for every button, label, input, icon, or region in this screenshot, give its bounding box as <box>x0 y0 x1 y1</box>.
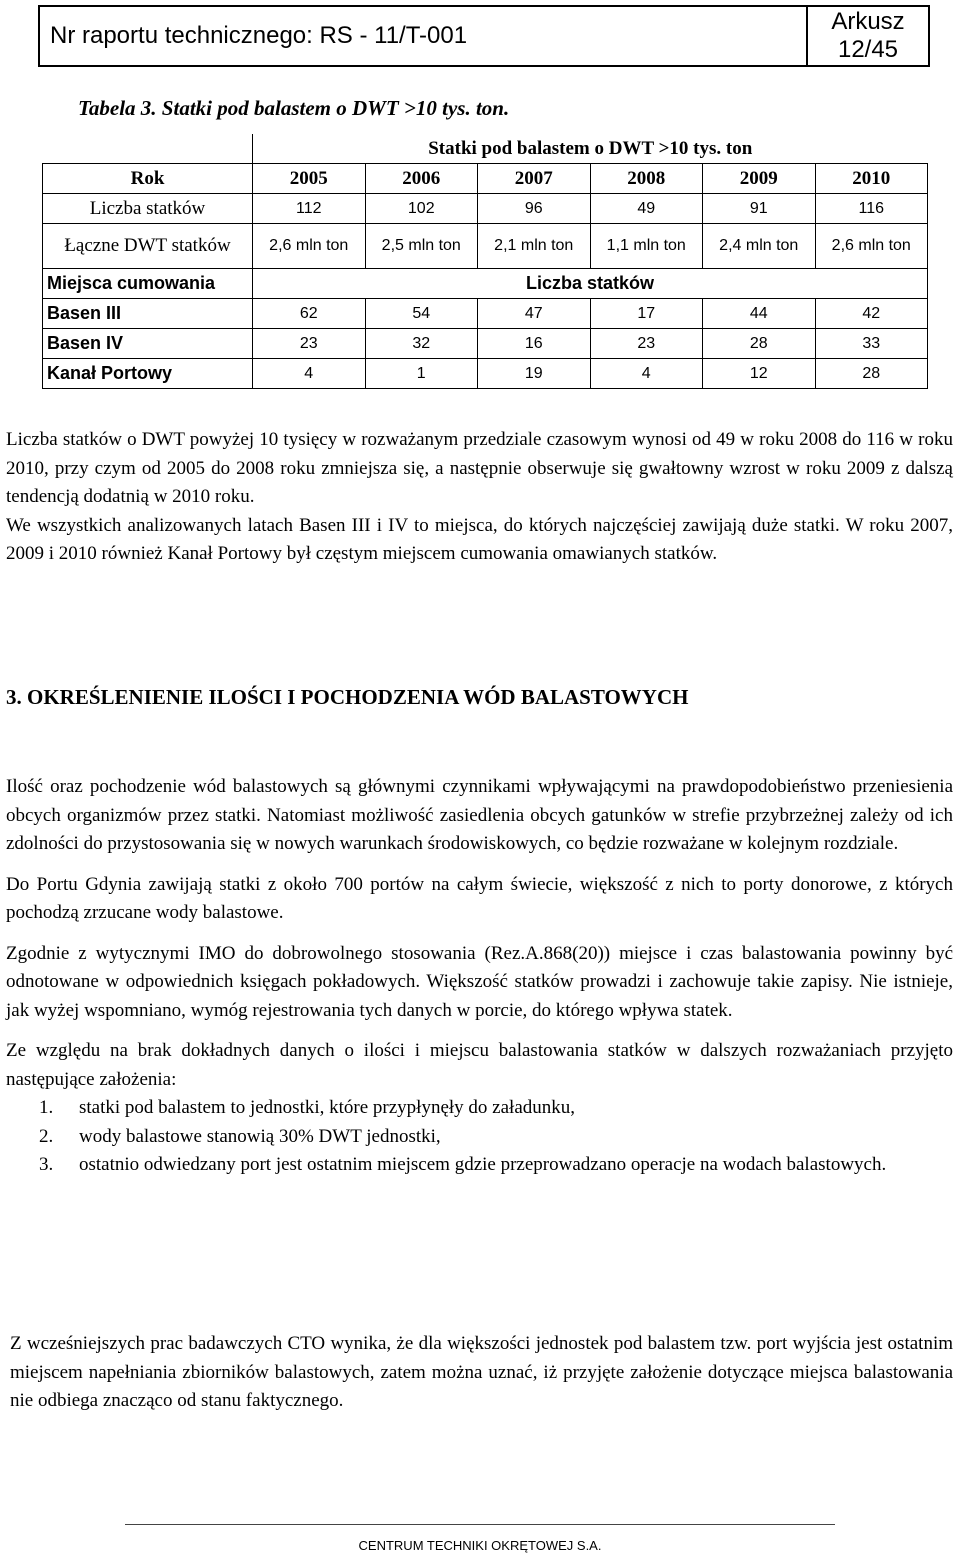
row-value: 23 <box>590 329 703 359</box>
footer-divider <box>125 1524 835 1525</box>
row-value: 42 <box>815 299 928 329</box>
ship-count-cell: 96 <box>478 194 591 224</box>
list-item <box>6 1123 953 1152</box>
row-value: 23 <box>253 329 366 359</box>
table-row <box>43 359 928 389</box>
sheet-info <box>808 7 928 65</box>
section-heading: 3. OKREŚLENIENIE ILOŚCI I POCHODZENIA WÓD BALASTOWYCH <box>6 685 689 709</box>
table-row <box>43 299 928 329</box>
year-cell: 2007 <box>478 164 591 194</box>
dwt-cell: 2,6 mln ton <box>815 224 928 269</box>
list-number: 2. <box>39 1125 54 1147</box>
sheet-label: Arkusz <box>831 8 905 35</box>
ship-count-cell: 112 <box>253 194 366 224</box>
year-label: Rok <box>43 164 253 194</box>
paragraph: Ilość oraz pochodzenie wód balastowych są głównymi czynnikami wpływającymi na prawdopodobieństwo przeniesienia obcych organizmów przez statki. Natomiast możliwość zasiedlenia obcych gatunków w strefie przybrzeżnej zależy od ich zdolności do przystosowania się w nowych warunkach środowiskowych, co będzie rozważane w kolejnym rozdziale. <box>6 776 953 854</box>
paragraph: Zgodnie z wytycznymi IMO do dobrowolnego stosowania (Rez.A.868(20)) miejsce i czas balastowania powinny być odnotowane w odpowiednich księgach pokładowych. Większość statków prowadzi i zachowuje takie zapisy. Nie istnieje, jak wyżej wspomniano, wymóg rejestrowania tych danych w porcie, do którego wpływa statek. <box>6 942 953 1021</box>
dwt-cell: 2,1 mln ton <box>478 224 591 269</box>
row-value: 47 <box>478 299 591 329</box>
paragraph: Z wcześniejszych prac badawczych CTO wynika, że dla większości jednostek pod balastem tzw. port wyjścia jest ostatnim miejscem napełniania zbiorników balastowych, zatem można uznać, iż przyjęte założenie dotyczące miejsca balastowania nie odbiega znacząco od stanu faktycznego. <box>10 1333 953 1411</box>
analysis-text <box>6 426 953 569</box>
row-value: 4 <box>253 359 366 389</box>
berth-subheader: Liczba statków <box>253 269 928 299</box>
row-value: 44 <box>703 299 816 329</box>
dwt-cell: 2,6 mln ton <box>253 224 366 269</box>
berth-header-row <box>43 269 928 299</box>
row-value: 62 <box>253 299 366 329</box>
ship-count-cell: 102 <box>365 194 478 224</box>
row-value: 28 <box>703 329 816 359</box>
row-value: 1 <box>365 359 478 389</box>
table-group-title-row <box>43 134 928 164</box>
closing-text <box>10 1330 953 1416</box>
paragraph: Ze względu na brak dokładnych danych o ilości i miejscu balastowania statków w dalszych rozważaniach przyjęto następujące założenia: <box>6 1040 953 1090</box>
paragraph: Liczba statków o DWT powyżej 10 tysięcy w rozważanym przedziale czasowym wynosi od 49 w roku 2008 do 116 w roku 2010, przy czym od 2005 do 2008 roku zmniejsza się, a następnie obserwuje się gwałtowny wzrost w roku 2009 z dalszą tendencją dodatnią w 2010 roku. <box>6 429 953 507</box>
dwt-cell: 2,5 mln ton <box>365 224 478 269</box>
ship-count-row <box>43 194 928 224</box>
year-cell: 2006 <box>365 164 478 194</box>
list-item <box>6 1094 953 1123</box>
page-header <box>38 5 930 67</box>
list-number: 3. <box>39 1154 54 1175</box>
year-cell: 2005 <box>253 164 366 194</box>
table-year-row <box>43 164 928 194</box>
row-value: 19 <box>478 359 591 389</box>
ship-count-cell: 49 <box>590 194 703 224</box>
row-value: 33 <box>815 329 928 359</box>
year-cell: 2009 <box>703 164 816 194</box>
ships-table <box>42 134 928 389</box>
row-name: Kanał Portowy <box>43 359 253 389</box>
table-caption: Tabela 3. Statki pod balastem o DWT >10 tys. ton. <box>78 96 510 120</box>
list-number: 1. <box>39 1097 54 1118</box>
report-number: Nr raportu technicznego: RS - 11/T-001 <box>40 7 808 65</box>
paragraph: Do Portu Gdynia zawijają statki z około 700 portów na całym świecie, większość z nich to porty donorowe, z których pochodzą zrzucane wody balastowe. <box>6 873 953 923</box>
row-value: 4 <box>590 359 703 389</box>
row-value: 54 <box>365 299 478 329</box>
ship-count-cell: 91 <box>703 194 816 224</box>
year-cell: 2010 <box>815 164 928 194</box>
list-text: statki pod balastem to jednostki, które przypłynęły do załadunku, <box>79 1097 576 1118</box>
berth-label: Miejsca cumowania <box>43 269 253 299</box>
sheet-number: 12/45 <box>837 36 899 63</box>
row-name: Basen IV <box>43 329 253 359</box>
ship-count-label: Liczba statków <box>43 194 253 224</box>
row-name: Basen III <box>43 299 253 329</box>
paragraph: We wszystkich analizowanych latach Basen III i IV to miejsca, do których najczęściej zawijają duże statki. W roku 2007, 2009 i 2010 również Kanał Portowy był częstym miejscem cumowania omawianych statków. <box>6 514 953 564</box>
row-value: 32 <box>365 329 478 359</box>
assumptions-list <box>6 1094 953 1180</box>
list-text: ostatnio odwiedzany port jest ostatnim miejscem gdzie przeprowadzano operacje na wodach balastowych. <box>79 1154 887 1175</box>
row-value: 16 <box>478 329 591 359</box>
dwt-row <box>43 224 928 269</box>
row-value: 17 <box>590 299 703 329</box>
table-row <box>43 329 928 359</box>
list-item <box>6 1151 953 1180</box>
row-value: 12 <box>703 359 816 389</box>
ship-count-cell: 116 <box>815 194 928 224</box>
section-body <box>6 773 953 1180</box>
list-text: wody balastowe stanowią 30% DWT jednostki, <box>79 1125 441 1147</box>
year-cell: 2008 <box>590 164 703 194</box>
row-value: 28 <box>815 359 928 389</box>
dwt-label: Łączne DWT statków <box>43 224 253 269</box>
dwt-cell: 2,4 mln ton <box>703 224 816 269</box>
dwt-cell: 1,1 mln ton <box>590 224 703 269</box>
footer: CENTRUM TECHNIKI OKRĘTOWEJ S.A. <box>358 1538 602 1553</box>
table-group-title: Statki pod balastem o DWT >10 tys. ton <box>253 134 928 164</box>
